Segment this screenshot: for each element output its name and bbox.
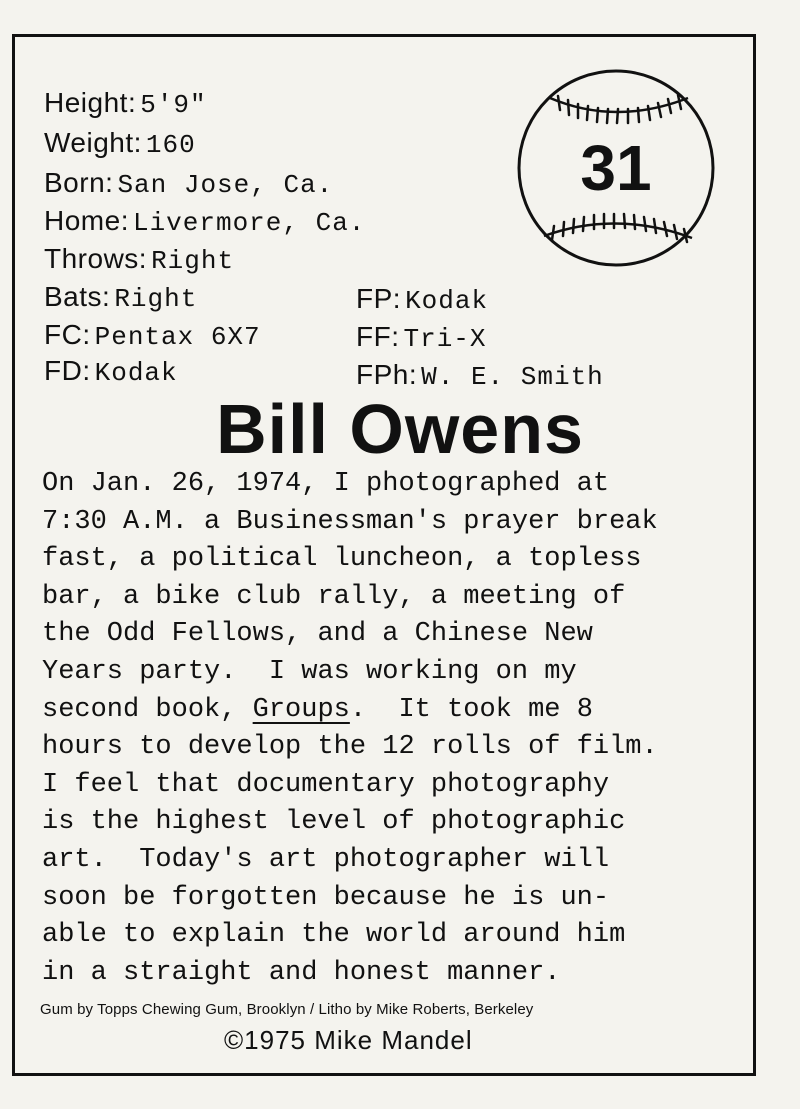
bio-line: fast, a political luncheon, a topless [42, 544, 642, 575]
stat-label: Throws: [44, 243, 148, 274]
stat-fp [356, 282, 488, 316]
stat-fc [44, 318, 261, 352]
stat-value: Livermore, Ca. [132, 208, 366, 238]
stat-label: Bats: [44, 281, 111, 312]
stat-label: Weight: [44, 127, 142, 158]
bio-text: . It took me 8 [349, 694, 593, 725]
book-title: Groups [252, 694, 350, 725]
stat-label: FD: [44, 355, 91, 386]
bio-line: able to explain the world around him [42, 920, 626, 951]
printer-credits: Gum by Topps Chewing Gum, Brooklyn / Litho by Mike Roberts, Berkeley [40, 1001, 534, 1018]
stat-label: Height: [44, 87, 137, 118]
copyright-line: ©1975 Mike Mandel [224, 1025, 473, 1055]
card-number: 31 [580, 132, 652, 204]
stat-label: Home: [44, 205, 129, 236]
bio-line: is the highest level of photographic [42, 807, 626, 838]
stat-value: Right [114, 284, 198, 314]
stat-fd [44, 354, 178, 388]
bio-line: art. Today's art photographer will [42, 844, 610, 875]
stat-height [44, 86, 207, 120]
stat-value: Right [151, 246, 235, 276]
bio-line: soon be forgotten because he is un- [42, 882, 610, 913]
bio-line: in a straight and honest manner. [42, 957, 561, 988]
bio-line: 7:30 A.M. a Businessman's prayer break [42, 506, 658, 537]
bio-line: On Jan. 26, 1974, I photographed at [42, 469, 610, 499]
stat-ff [356, 320, 487, 354]
stat-value: Pentax 6X7 [94, 322, 261, 352]
stat-born [44, 166, 333, 200]
stat-label: Born: [44, 167, 114, 198]
bio-line: hours to develop the 12 rolls of film. [42, 732, 658, 763]
stat-home [44, 204, 365, 238]
stat-fph [356, 358, 604, 392]
bio-paragraph [42, 466, 658, 992]
bio-line: Years party. I was working on my [42, 656, 577, 687]
stat-value: Tri-X [403, 324, 487, 354]
stat-value: 5'9" [140, 90, 207, 120]
stat-label: FP: [356, 283, 402, 314]
stat-label: FPh: [356, 359, 418, 390]
bio-line [42, 692, 658, 730]
player-name: Bill Owens [216, 390, 584, 468]
stat-value: San Jose, Ca. [117, 170, 334, 200]
bio-line: I feel that documentary photography [42, 769, 610, 800]
stat-throws [44, 242, 234, 276]
stat-value: W. E. Smith [421, 362, 604, 392]
bio-line: bar, a bike club rally, a meeting of [42, 581, 626, 612]
stat-value: Kodak [94, 358, 178, 388]
stat-label: FF: [356, 321, 400, 352]
bio-line: the Odd Fellows, and a Chinese New [42, 619, 593, 650]
stat-value: Kodak [405, 286, 489, 316]
stat-value: 160 [145, 130, 196, 160]
stat-label: FC: [44, 319, 91, 350]
stat-weight [44, 126, 196, 160]
bio-text: second book, [42, 694, 253, 725]
stat-bats [44, 280, 197, 314]
